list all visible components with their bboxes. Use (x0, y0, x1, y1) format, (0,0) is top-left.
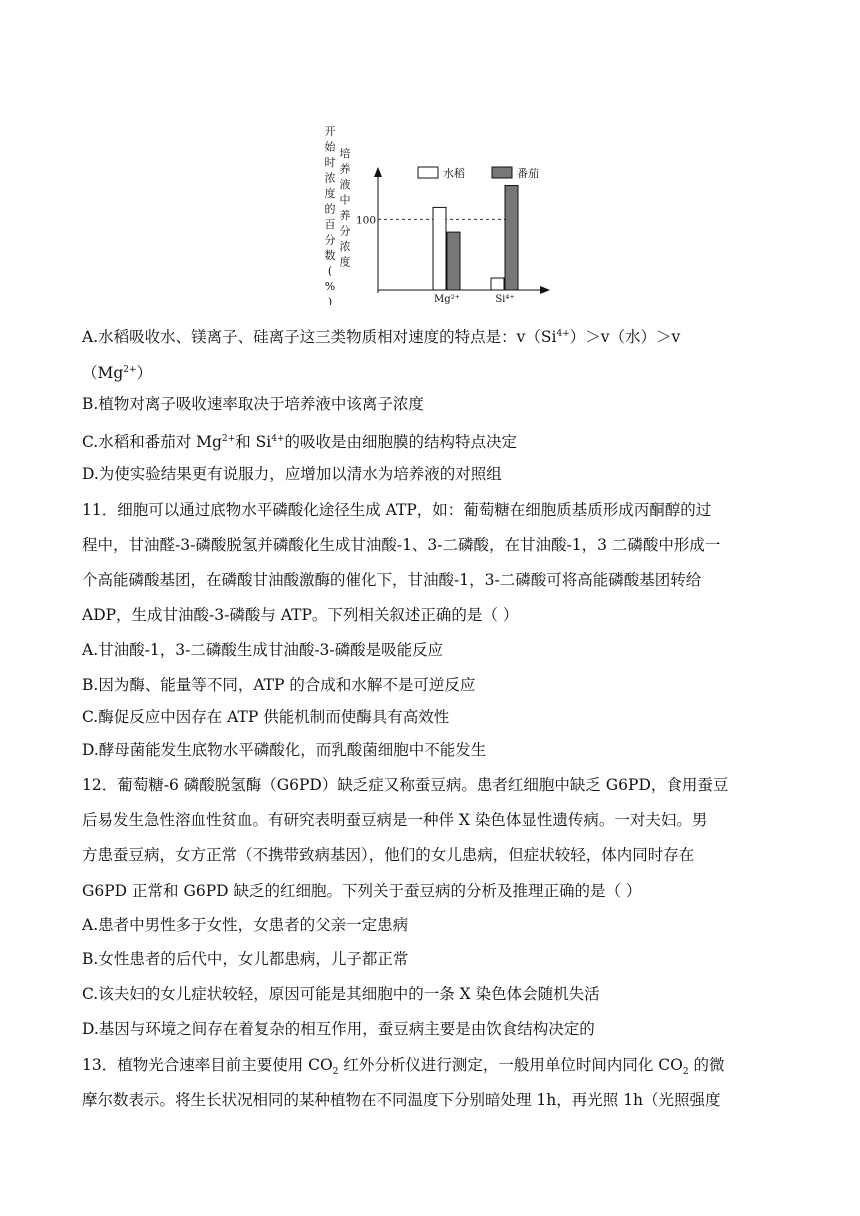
text-line-11: B.因为酶、能量等不同，ATP 的合成和水解不是可逆反应 (82, 676, 476, 694)
legend (418, 166, 539, 180)
y-axis-arrow (374, 167, 382, 177)
legend-swatch-rice (418, 167, 438, 178)
text-line-1: A.水稻吸收水、镁离子、硅离子这三类物质相对速度的特点是：$v(Si^{4+})>v$（水）＞v (82, 328, 681, 347)
ion-uptake-bar-chart (300, 115, 560, 305)
text-line-22: 13．植物光合速率目前主要使用 $CO_2$ 红外分析仪进行测定，一般用单位时间内同化 $CO_2$ 的微 (82, 1056, 725, 1078)
legend-label-rice: 水稻 (443, 167, 465, 180)
legend-swatch-tomato (492, 167, 512, 178)
x-tick-label: Si⁴⁺ (495, 294, 515, 305)
x-tick-labels (434, 294, 515, 305)
text-line-6: 11．细胞可以通过底物水平磷酸化途径生成 ATP，如：葡萄糖在细胞质基质形成丙酮醇的过 (82, 501, 712, 519)
text-line-13: D.酵母菌能发生底物水平磷酸化，而乳酸菌细胞中不能发生 (82, 741, 487, 759)
text-line-7: 程中，甘油醛-3-磷酸脱氢并磷酸化生成甘油酸-1、3-二磷酸，在甘油酸-1，3 二磷酸中形成一 (82, 536, 721, 554)
bar-rice-si (491, 278, 504, 290)
text-line-3: B.植物对离子吸收速率取决于培养液中该离子浓度 (82, 395, 424, 413)
text-line-9: ADP，生成甘油酸-3-磷酸与 ATP。下列相关叙述正确的是（ ） (82, 606, 519, 624)
bar-tomato-si (505, 186, 518, 290)
y-label-outer: 开始时浓度的百分数( % ) (324, 125, 336, 305)
legend-label-tomato: 番茄 (517, 167, 539, 180)
text-line-20: C.该夫妇的女儿症状较轻，原因可能是其细胞中的一条 X 染色体会随机失活 (82, 985, 600, 1003)
bar-rice-mg (433, 207, 446, 290)
text-line-21: D.基因与环境之间存在着复杂的相互作用，蚕豆病主要是由饮食结构决定的 (82, 1020, 595, 1038)
x-axis-arrow (540, 286, 550, 294)
text-line-14: 12．葡萄糖-6 磷酸脱氢酶（G6PD）缺乏症又称蚕豆病。患者红细胞中缺乏 G6PD，食用蚕豆 (82, 776, 729, 794)
text-line-12: C.酶促反应中因存在 ATP 供能机制而使酶具有高效性 (82, 708, 450, 726)
text-line-23: 摩尔数表示。将生长状况相同的某种植物在不同温度下分别暗处理 1h，再光照 1h（光照强度 (82, 1091, 721, 1109)
text-line-19: B.女性患者的后代中，女儿都患病，儿子都正常 (82, 950, 409, 968)
text-line-17: G6PD 正常和 G6PD 缺乏的红细胞。下列关于蚕豆病的分析及推理正确的是（ ） (82, 882, 642, 900)
text-line-10: A.甘油酸-1，3-二磷酸生成甘油酸-3-磷酸是吸能反应 (82, 641, 444, 659)
bar-tomato-mg (447, 232, 460, 290)
text-line-8: 个高能磷酸基团，在磷酸甘油酸激酶的催化下，甘油酸-1，3-二磷酸可将高能磷酸基团转给 (82, 571, 702, 589)
text-line-16: 方患蚕豆病，女方正常（不携带致病基因），他们的女儿患病，但症状较轻，体内同时存在 (82, 846, 695, 864)
text-line-4: C.水稻和番茄对 $Mg^{2+}$和 $Si^{4+}$的吸收是由细胞膜的结构特点决定 (82, 433, 518, 452)
reference-label: 100 (356, 214, 377, 227)
text-line-15: 后易发生急性溶血性贫血。有研究表明蚕豆病是一种伴 X 染色体显性遗传病。一对夫妇。男 (82, 811, 708, 829)
x-tick-label: Mg²⁺ (434, 294, 460, 305)
y-label-inner: 培养液中养分浓度 (339, 147, 351, 269)
bars-group (433, 186, 518, 290)
chart-svg (300, 115, 560, 305)
text-line-2: $(Mg^{2+})$ (82, 364, 153, 383)
text-line-18: A.患者中男性多于女性，女患者的父亲一定患病 (82, 916, 409, 934)
text-line-5: D.为使实验结果更有说服力，应增加以清水为培养液的对照组 (82, 465, 502, 483)
